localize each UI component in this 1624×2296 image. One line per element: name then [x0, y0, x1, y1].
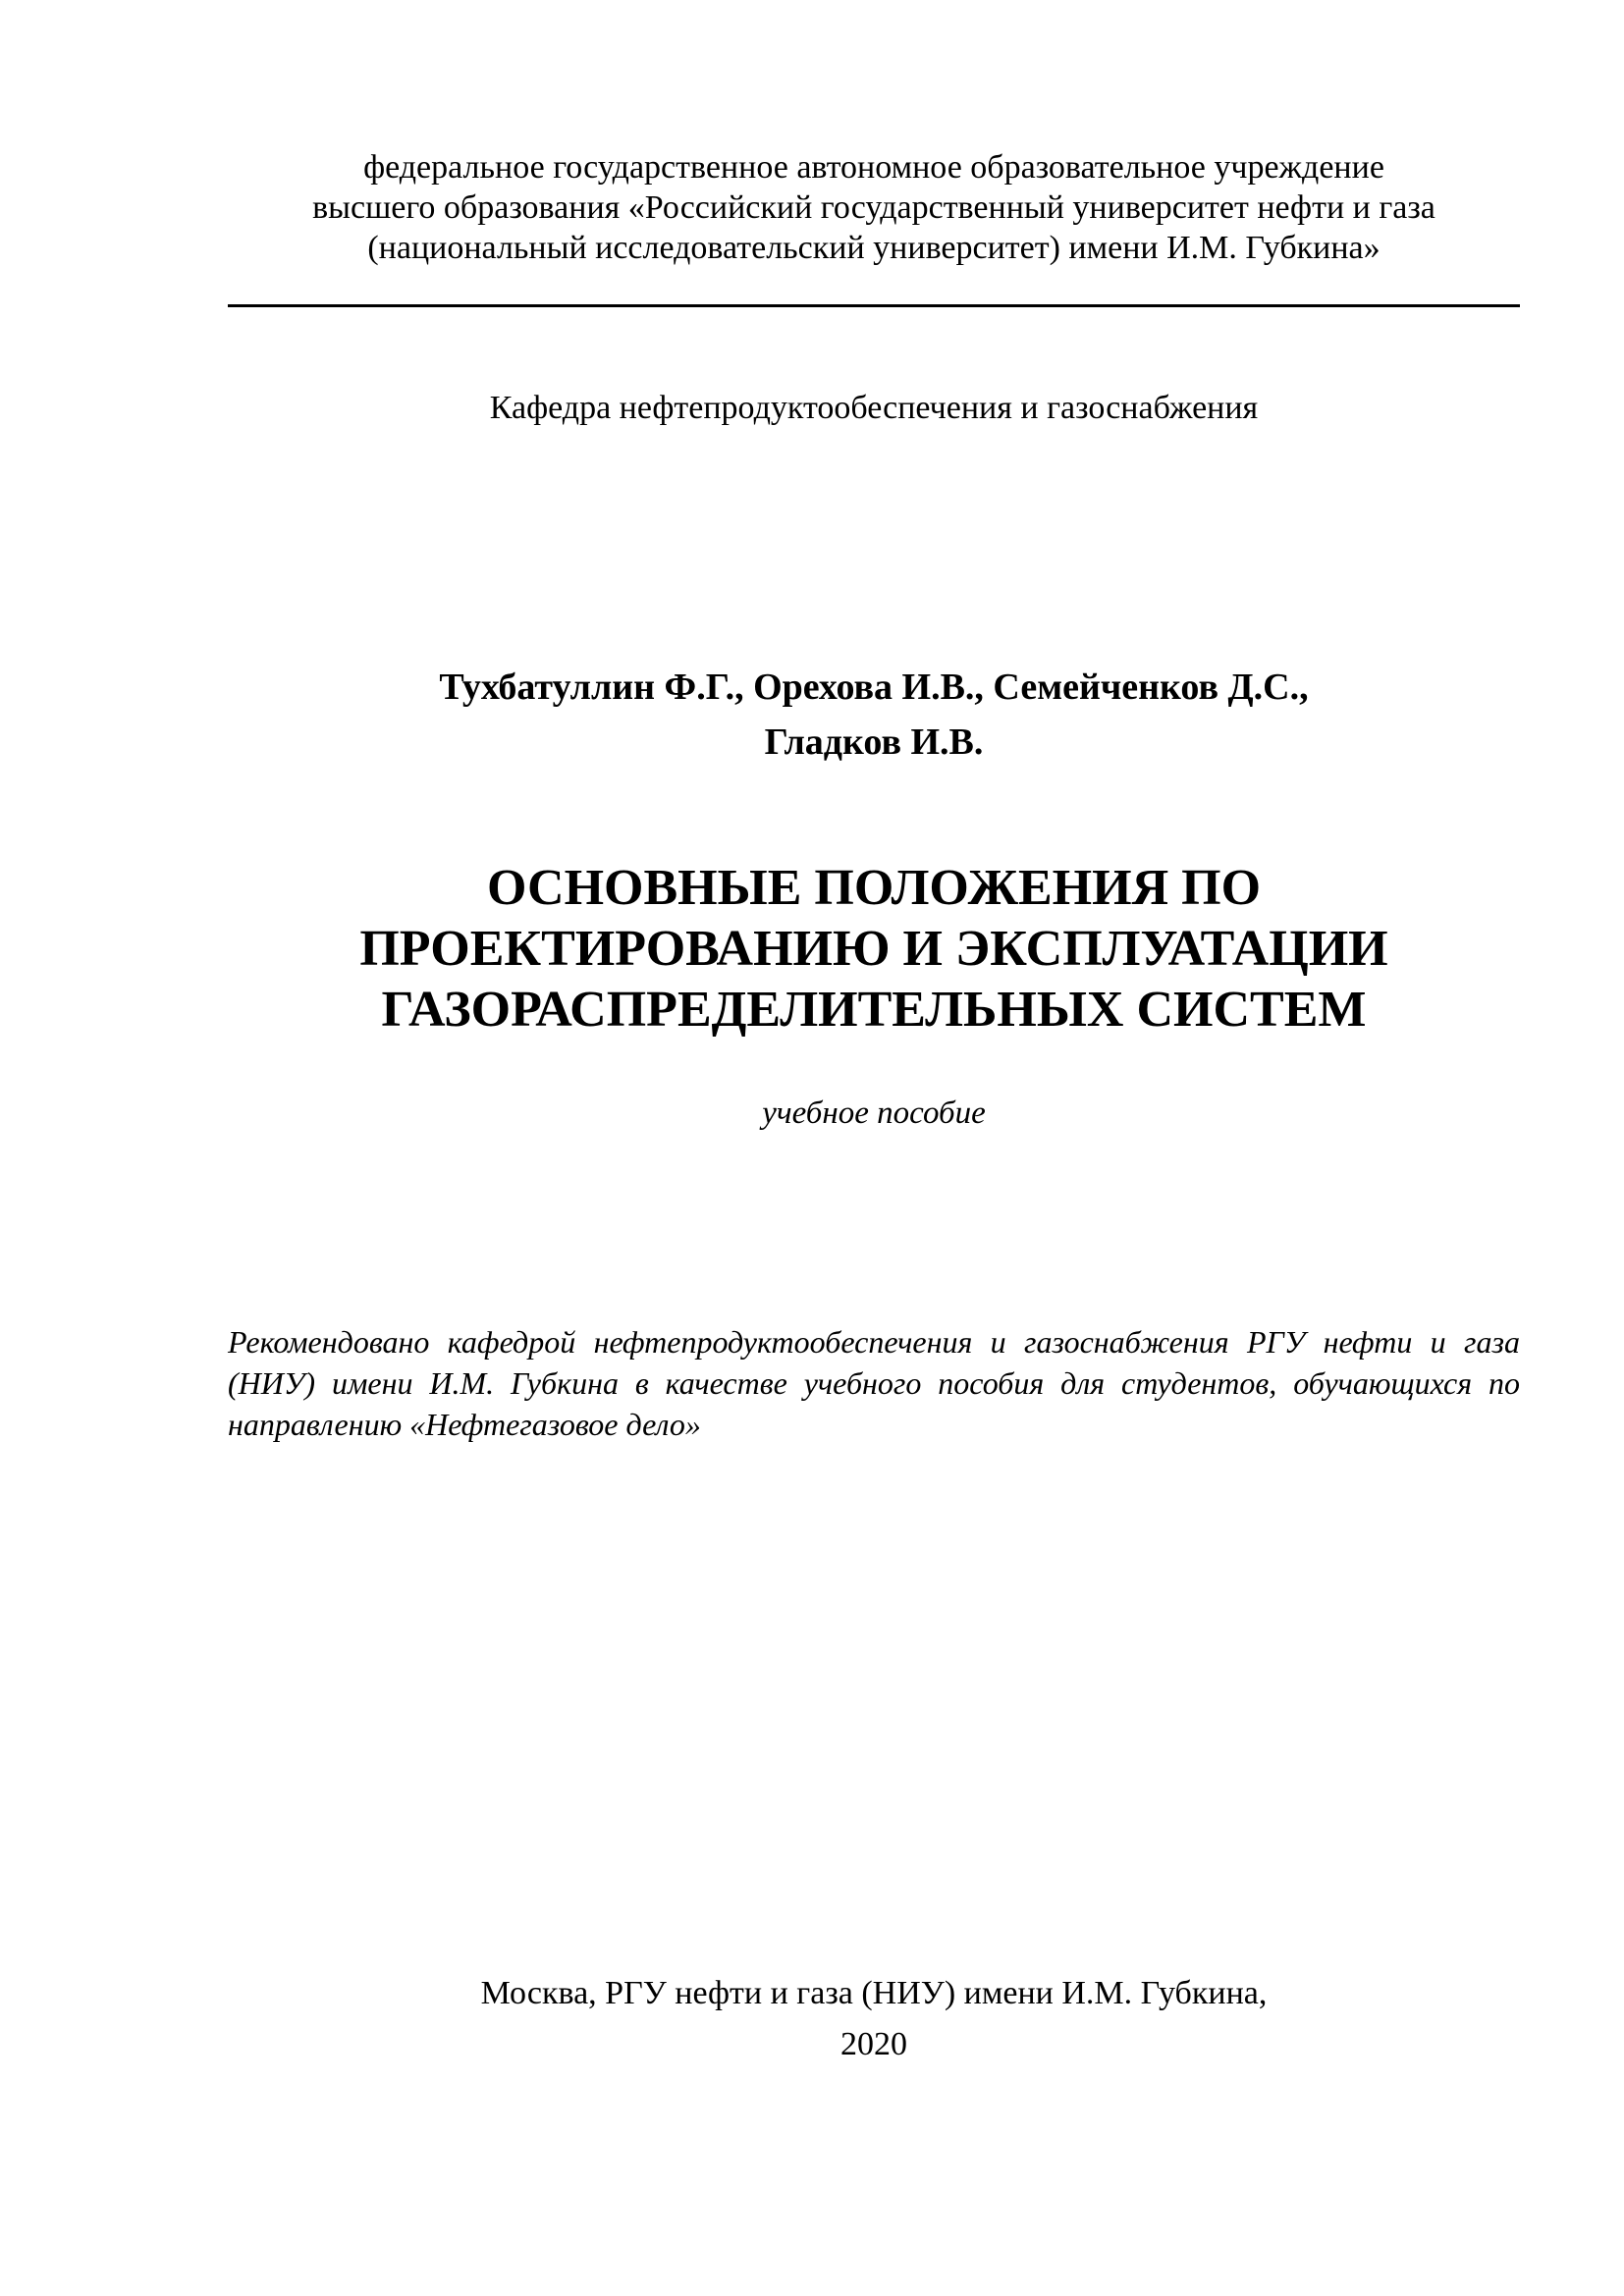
publication-year: 2020 — [840, 2026, 907, 2062]
recommendation-note — [228, 1321, 1520, 1445]
publication-info — [228, 1968, 1520, 2070]
authors-line-1: Тухбатуллин Ф.Г., Орехова И.В., Семейченков Д.С., — [439, 667, 1309, 708]
document-type: учебное пособие — [762, 1095, 986, 1131]
document-title — [228, 858, 1520, 1041]
recommendation-line-2: (НИУ) имени И.М. Губкина в качестве учебного пособия для студентов, обучающихся по — [228, 1365, 1520, 1401]
authors-line-2: Гладков И.В. — [764, 721, 984, 763]
institution-line-3: (национальный исследовательский университет) имени И.М. Губкина» — [367, 230, 1380, 266]
header-divider — [228, 304, 1520, 307]
publication-place: Москва, РГУ нефти и газа (НИУ) имени И.М. Губкина, — [480, 1975, 1268, 2011]
title-line-2: ПРОЕКТИРОВАНИЮ И ЭКСПЛУАТАЦИИ — [359, 921, 1388, 977]
institution-header — [228, 147, 1520, 268]
authors — [228, 660, 1520, 770]
title-line-3: ГАЗОРАСПРЕДЕЛИТЕЛЬНЫХ СИСТЕМ — [381, 982, 1367, 1038]
institution-line-1: федеральное государственное автономное образовательное учреждение — [363, 149, 1384, 186]
institution-line-2: высшего образования «Российский государственный университет нефти и газа — [312, 189, 1435, 226]
recommendation-line-3: направлению «Нефтегазовое дело» — [228, 1407, 701, 1442]
recommendation-line-1: Рекомендовано кафедрой нефтепродуктообеспечения и газоснабжения РГУ нефти и газа — [228, 1324, 1520, 1360]
title-line-1: ОСНОВНЫЕ ПОЛОЖЕНИЯ ПО — [486, 860, 1262, 916]
department-name: Кафедра нефтепродуктообеспечения и газоснабжения — [489, 390, 1259, 426]
